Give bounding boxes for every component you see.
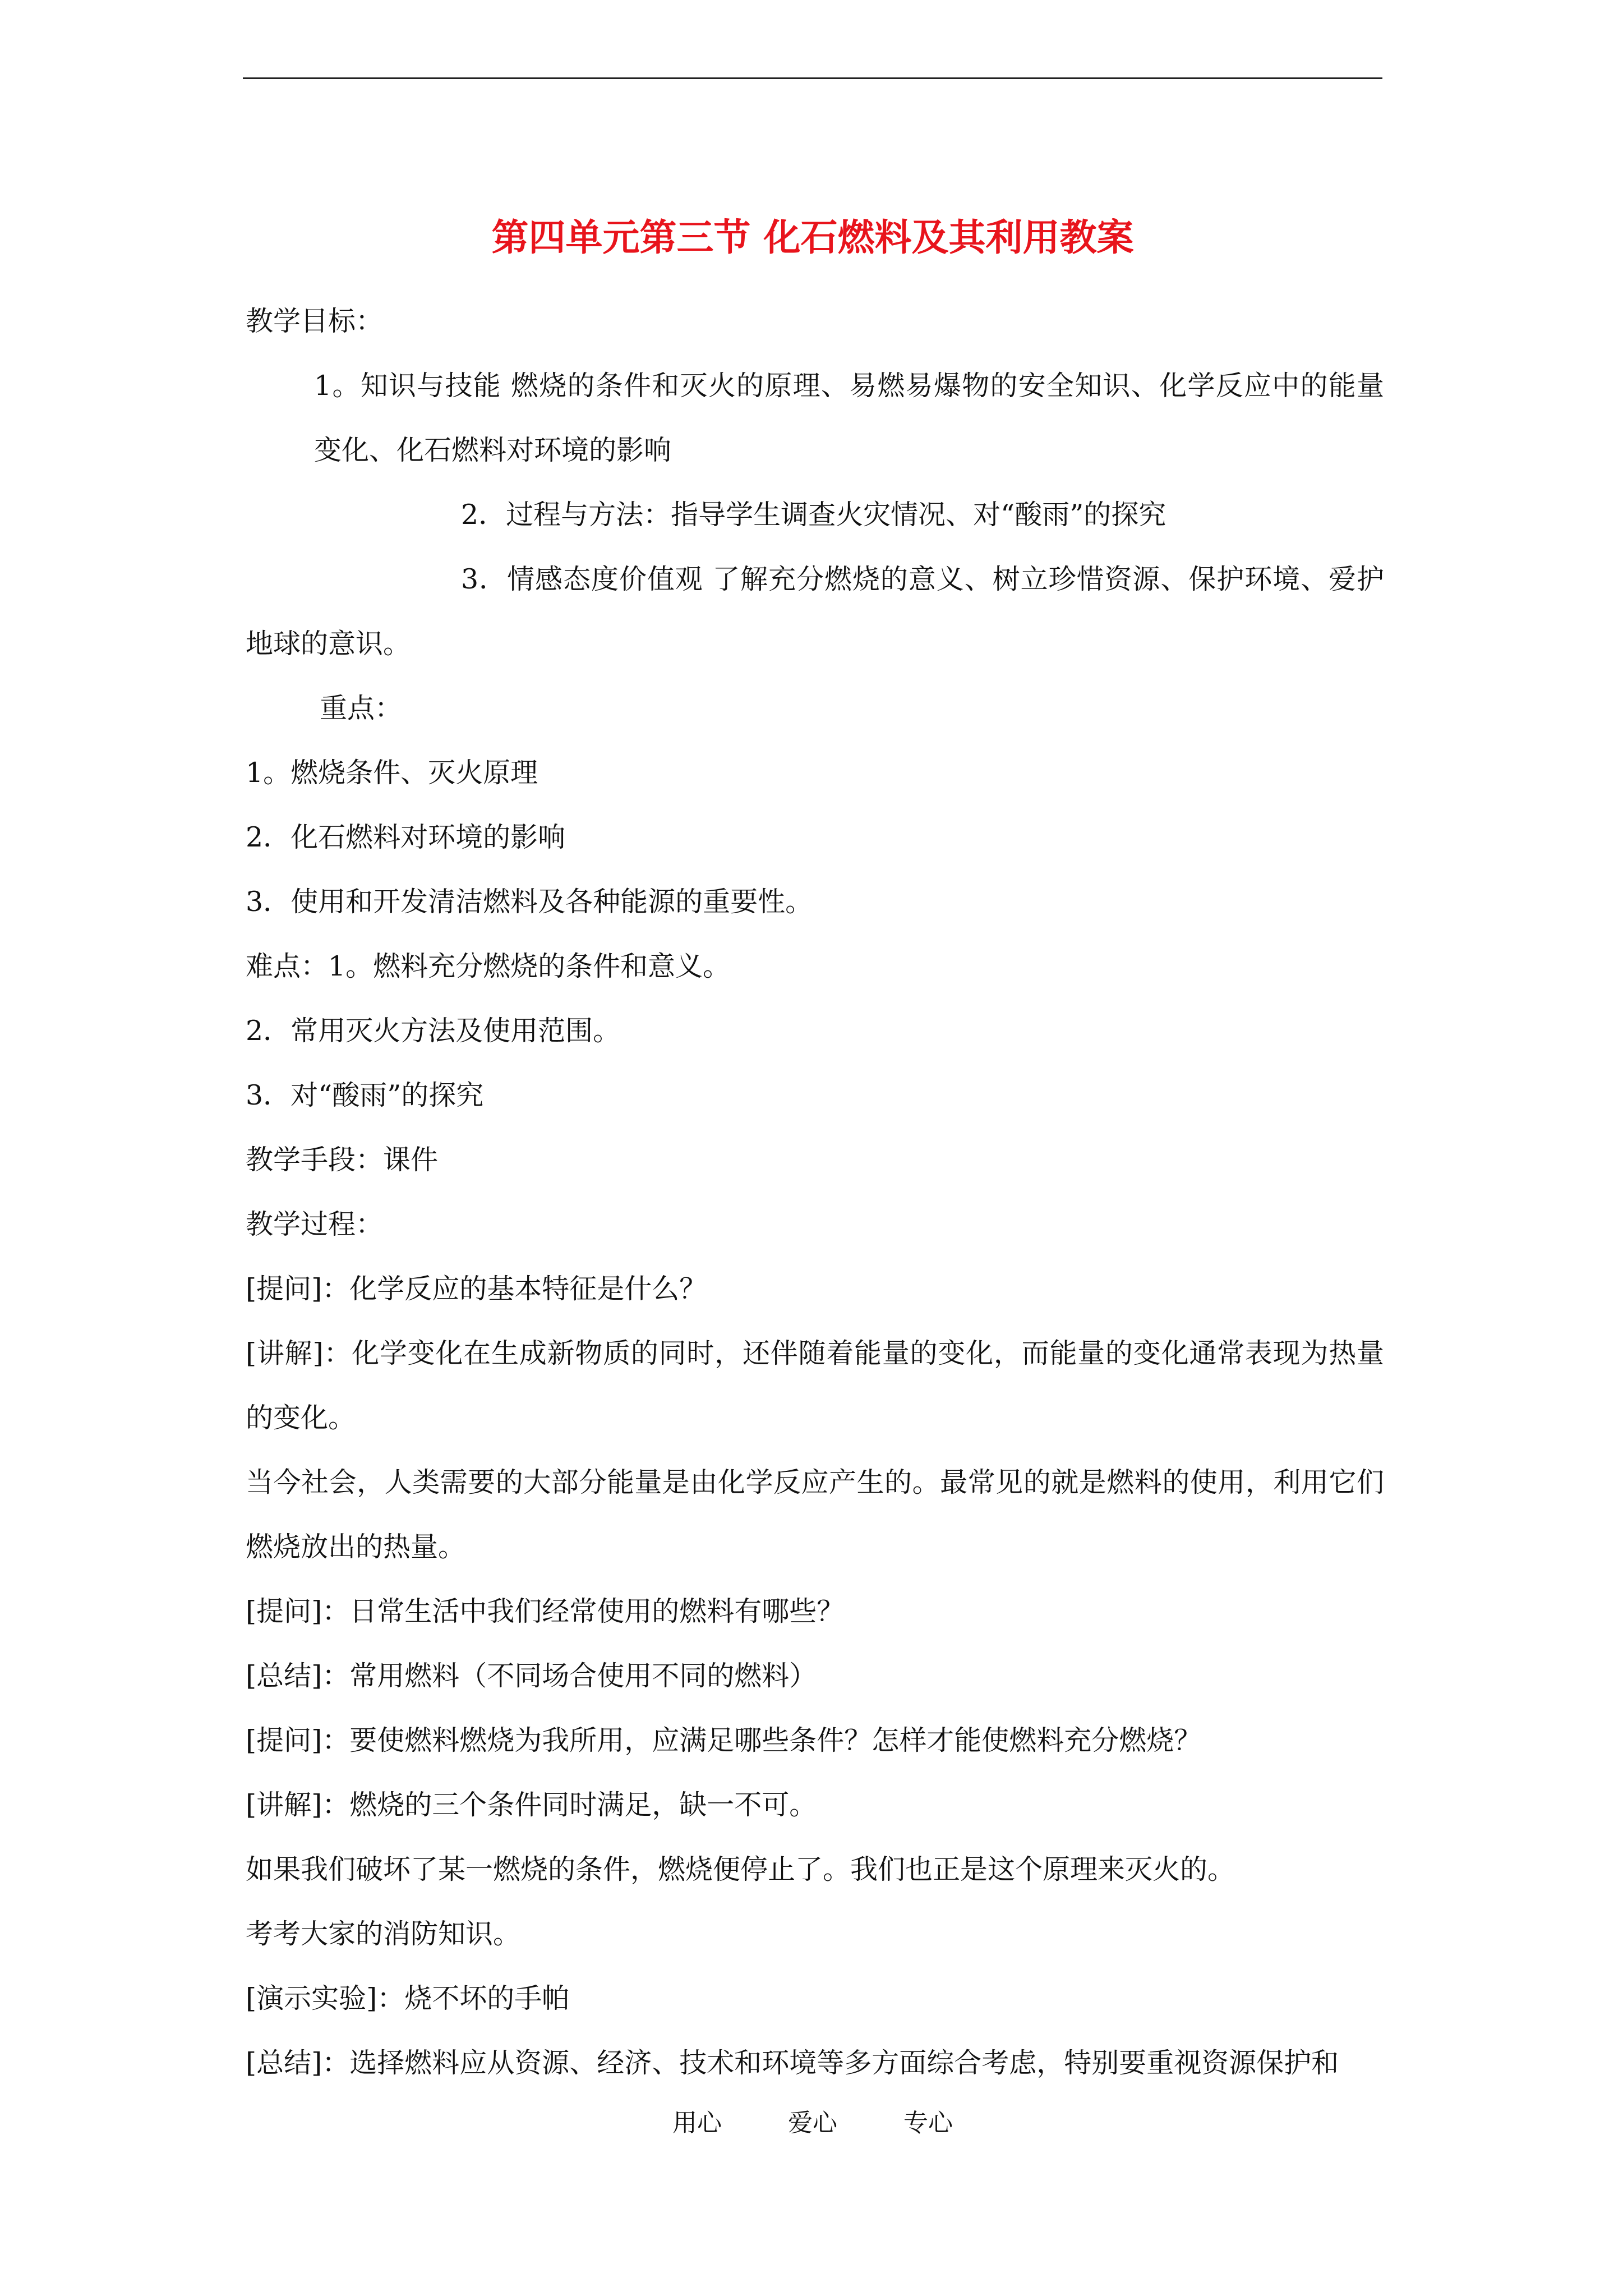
- paragraph-fire-knowledge: 考考大家的消防知识。: [246, 1918, 521, 1950]
- paragraph-question-3: [提问]：要使燃料燃烧为我所用，应满足哪些条件？怎样才能使燃料充分燃烧？: [246, 1724, 1202, 1756]
- page-footer: [243, 2106, 1382, 2140]
- document-title: 第四单元第三节 化石燃料及其利用教案: [491, 215, 1134, 259]
- paragraph-summary-1: [总结]：常用燃料（不同场合使用不同的燃料）: [246, 1660, 817, 1692]
- header-rule: [243, 77, 1382, 79]
- paragraph-question-1: [提问]：化学反应的基本特征是什么？: [246, 1273, 707, 1305]
- paragraph-key-point-3: 3．使用和开发清洁燃料及各种能源的重要性。: [246, 886, 813, 918]
- paragraph-difficulty-2: 2．常用灭火方法及使用范围。: [246, 1015, 621, 1047]
- paragraph-energy: 当今社会，人类需要的大部分能量是由化学反应产生的。最常见的就是燃料的使用，利用它们燃烧放出的热量。: [246, 1466, 1384, 1563]
- paragraph-objective-2: 2．过程与方法：指导学生调查火灾情况、对“酸雨”的探究: [461, 499, 1166, 531]
- paragraph-difficulty-3: 3．对“酸雨”的探究: [246, 1079, 484, 1111]
- paragraph-objective-1: 1。知识与技能 燃烧的条件和灭火的原理、易燃易爆物的安全知识、化学反应中的能量变化、化石燃料对环境的影响: [314, 370, 1384, 466]
- paragraph-key-point-1: 1。燃烧条件、灭火原理: [246, 757, 538, 789]
- footer-text-2: 爱心: [788, 2109, 837, 2137]
- paragraph-difficulty-1: 难点：1。燃料充分燃烧的条件和意义。: [246, 950, 731, 982]
- document-body: [246, 289, 1384, 2095]
- paragraph-key-points-heading: 重点：: [320, 692, 403, 724]
- paragraph-teaching-means: 教学手段：课件: [246, 1144, 439, 1176]
- footer-text-3: 专心: [903, 2109, 953, 2137]
- paragraph-explanation-1: [讲解]：化学变化在生成新物质的同时，还伴随着能量的变化，而能量的变化通常表现为热量的变化。: [246, 1337, 1384, 1434]
- paragraph-process-heading: 教学过程：: [246, 1208, 384, 1240]
- paragraph-summary-2: [总结]：选择燃料应从资源、经济、技术和环境等多方面综合考虑，特别要重视资源保护和: [246, 2047, 1339, 2079]
- paragraph-demo: [演示实验]：烧不坏的手帕: [246, 1982, 570, 2014]
- paragraph-key-point-2: 2．化石燃料对环境的影响: [246, 821, 566, 853]
- paragraph-extinguish: 如果我们破坏了某一燃烧的条件，燃烧便停止了。我们也正是这个原理来灭火的。: [246, 1853, 1235, 1885]
- paragraph-explanation-2: [讲解]：燃烧的三个条件同时满足，缺一不可。: [246, 1789, 817, 1821]
- paragraph-objective-3: 3．情感态度价值观 了解充分燃烧的意义、树立珍惜资源、保护环境、爱护地球的意识。: [246, 563, 1384, 660]
- paragraph-question-2: [提问]：日常生活中我们经常使用的燃料有哪些？: [246, 1595, 845, 1627]
- paragraph-objectives-heading: 教学目标：: [246, 305, 384, 337]
- footer-text-1: 用心: [672, 2109, 722, 2137]
